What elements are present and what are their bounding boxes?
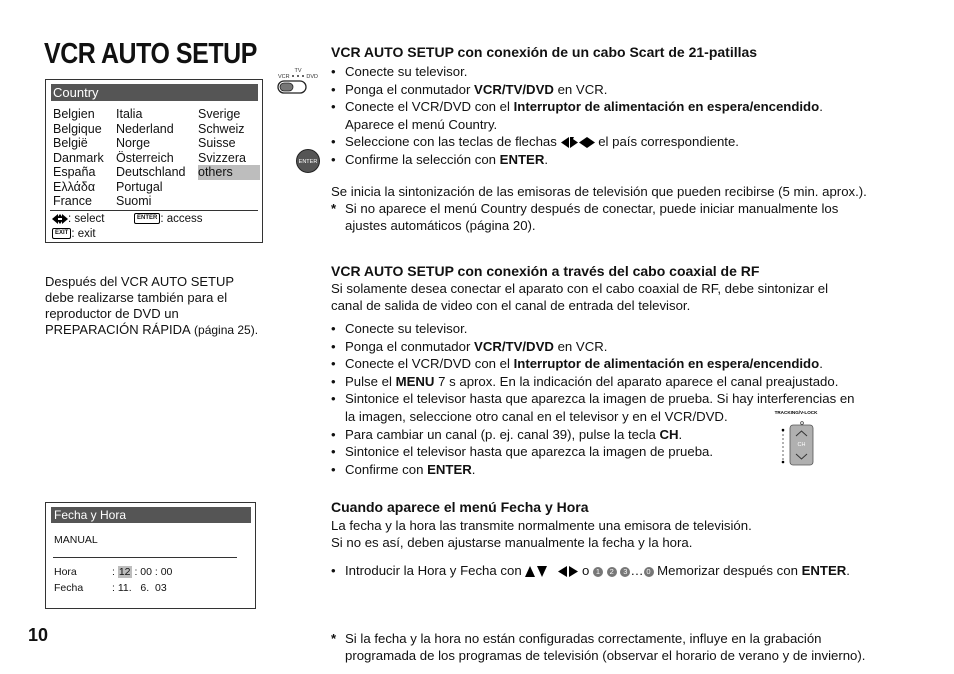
list-item: • Ponga el conmutador VCR/TV/DVD en VCR.: [331, 81, 823, 99]
arrow-keys-icon: [561, 137, 595, 148]
date-intro: La fecha y la hora las transmite normalmente una emisora de televisión. Si no es así, deben ajustarse manualmente la fecha y la hora.: [331, 518, 752, 550]
country-item[interactable]: België: [53, 136, 88, 150]
scart-paragraph: Se inicia la sintonización de las emisoras de televisión que pueden recibirse (5 min. aprox.).: [331, 184, 867, 199]
list-item: • Sintonice el televisor hasta que aparezca la imagen de prueba. Si hay interferencias en la imagen, seleccione otro canal en el televisor y en el VCR/DVD.: [331, 390, 855, 425]
country-item[interactable]: Schweiz: [198, 121, 245, 136]
hora-label: Hora: [54, 566, 77, 578]
exit-key-icon: EXIT: [52, 228, 71, 239]
country-item[interactable]: España: [53, 165, 96, 179]
date-section-title: Cuando aparece el menú Fecha y Hora: [331, 499, 589, 515]
country-item[interactable]: Deutschland: [116, 165, 186, 179]
country-item[interactable]: Svizzera: [198, 150, 246, 165]
country-item[interactable]: Norge: [116, 136, 151, 150]
date-time-menu-header: Fecha y Hora: [51, 507, 251, 523]
country-item[interactable]: Sverige: [198, 107, 241, 121]
country-item[interactable]: Ελλάδα: [53, 179, 96, 194]
enter-button-icon: ENTER: [296, 149, 320, 173]
country-column-1: [53, 107, 104, 209]
hint-access: ENTER : access: [134, 212, 203, 226]
hora-value: : 12 : 00 : 00: [112, 566, 173, 578]
tracking-label: TRACKING/V-LOCK: [774, 410, 818, 415]
rf-steps: [331, 320, 855, 478]
country-item[interactable]: Nederland: [116, 121, 174, 136]
fecha-label: Fecha: [54, 582, 84, 594]
country-item[interactable]: Belgien: [53, 107, 95, 121]
date-steps: [331, 562, 850, 580]
number-0-icon: 0: [644, 567, 654, 577]
menu-divider: [50, 210, 258, 211]
list-item: • Ponga el conmutador VCR/TV/DVD en VCR.: [331, 338, 855, 356]
arrow-keys-icon: [52, 214, 68, 224]
list-item: • Sintonice el televisor hasta que aparezca la imagen de prueba.: [331, 443, 855, 461]
country-item[interactable]: Portugal: [116, 179, 163, 194]
switch-dvd-label: DVD: [306, 74, 318, 80]
rf-section-title: VCR AUTO SETUP con conexión a través del cabo coaxial de RF: [331, 263, 760, 279]
number-3-icon: 3: [620, 567, 630, 577]
date-note: * Si la fecha y la hora no están configuradas correctamente, influye en la grabación programada de los programas de televisión (observar el horario de verano y de invierno).: [331, 630, 954, 664]
vcr-tv-dvd-switch-icon: [276, 66, 320, 96]
list-item: • Para cambiar un canal (p. ej. canal 39), pulse la tecla CH.: [331, 426, 855, 444]
country-item[interactable]: Italia: [116, 107, 143, 121]
hour-field-selected[interactable]: 12: [118, 566, 131, 578]
list-item: • Pulse el MENU 7 s aprox. En la indicación del aparato aparece el canal preajustado.: [331, 373, 855, 391]
number-1-icon: 1: [593, 567, 603, 577]
ch-label: CH: [797, 442, 806, 448]
rf-intro: Si solamente desea conectar el aparato con el cabo coaxial de RF, debe sintonizar el canal de salida de video con el canal de entrada del televisor.: [331, 281, 829, 313]
country-item[interactable]: Suisse: [198, 136, 236, 150]
page-number: 10: [28, 625, 49, 645]
left-note: Después del VCR AUTO SETUP debe realizarse también para el reproductor de DVD un PREPARACIÓN RÁPIDA (página 25).: [45, 274, 259, 337]
date-time-menu: [45, 502, 256, 609]
list-item: • Seleccione con las teclas de flechas el país correspondiente.: [331, 133, 823, 151]
country-item[interactable]: Österreich: [116, 150, 174, 165]
number-2-icon: 2: [607, 567, 617, 577]
list-item: • Conecte el VCR/DVD con el Interruptor de alimentación en espera/encendido.: [331, 355, 855, 373]
country-column-2: [116, 107, 186, 209]
country-item-selected[interactable]: others: [198, 165, 260, 180]
scart-section-title: VCR AUTO SETUP con conexión de un cabo Scart de 21-patillas: [331, 44, 758, 60]
enter-key-icon: ENTER: [134, 213, 160, 224]
country-item[interactable]: France: [53, 194, 92, 208]
country-column-3: [198, 107, 260, 180]
country-item[interactable]: Belgique: [53, 121, 102, 136]
list-item: • Conecte el VCR/DVD con el Interruptor de alimentación en espera/encendido. Aparece el menú Country.: [331, 98, 823, 133]
country-item[interactable]: Suomi: [116, 194, 152, 208]
left-right-arrow-icon: [558, 566, 578, 577]
up-down-arrow-icon: [525, 566, 547, 577]
switch-tv-label: TV: [294, 68, 302, 74]
menu-divider: [53, 557, 237, 558]
hint-exit: EXIT : exit: [52, 227, 96, 241]
country-menu-header: Country: [51, 84, 258, 101]
fecha-value: : 11. 6. 03: [112, 582, 167, 594]
country-item[interactable]: Danmark: [53, 150, 104, 165]
scart-steps: [331, 63, 823, 169]
scart-note: * Si no aparece el menú Country después de conectar, puede iniciar manualmente los ajustes automáticos (página 20).: [331, 200, 954, 234]
list-item: • Conecte su televisor.: [331, 63, 823, 81]
country-menu: [45, 79, 263, 243]
list-item: • Confirme la selección con ENTER.: [331, 151, 823, 169]
manual-label: MANUAL: [54, 534, 98, 546]
hint-select: : select: [52, 212, 104, 226]
list-item: • Introducir la Hora y Fecha con o 1 2 3 … 0 Memorizar después con ENTER.: [331, 562, 850, 580]
list-item: • Conecte su televisor.: [331, 320, 855, 338]
list-item: • Confirme con ENTER.: [331, 461, 855, 479]
switch-vcr-label: VCR: [278, 74, 290, 80]
page-title: VCR AUTO SETUP: [44, 38, 257, 70]
